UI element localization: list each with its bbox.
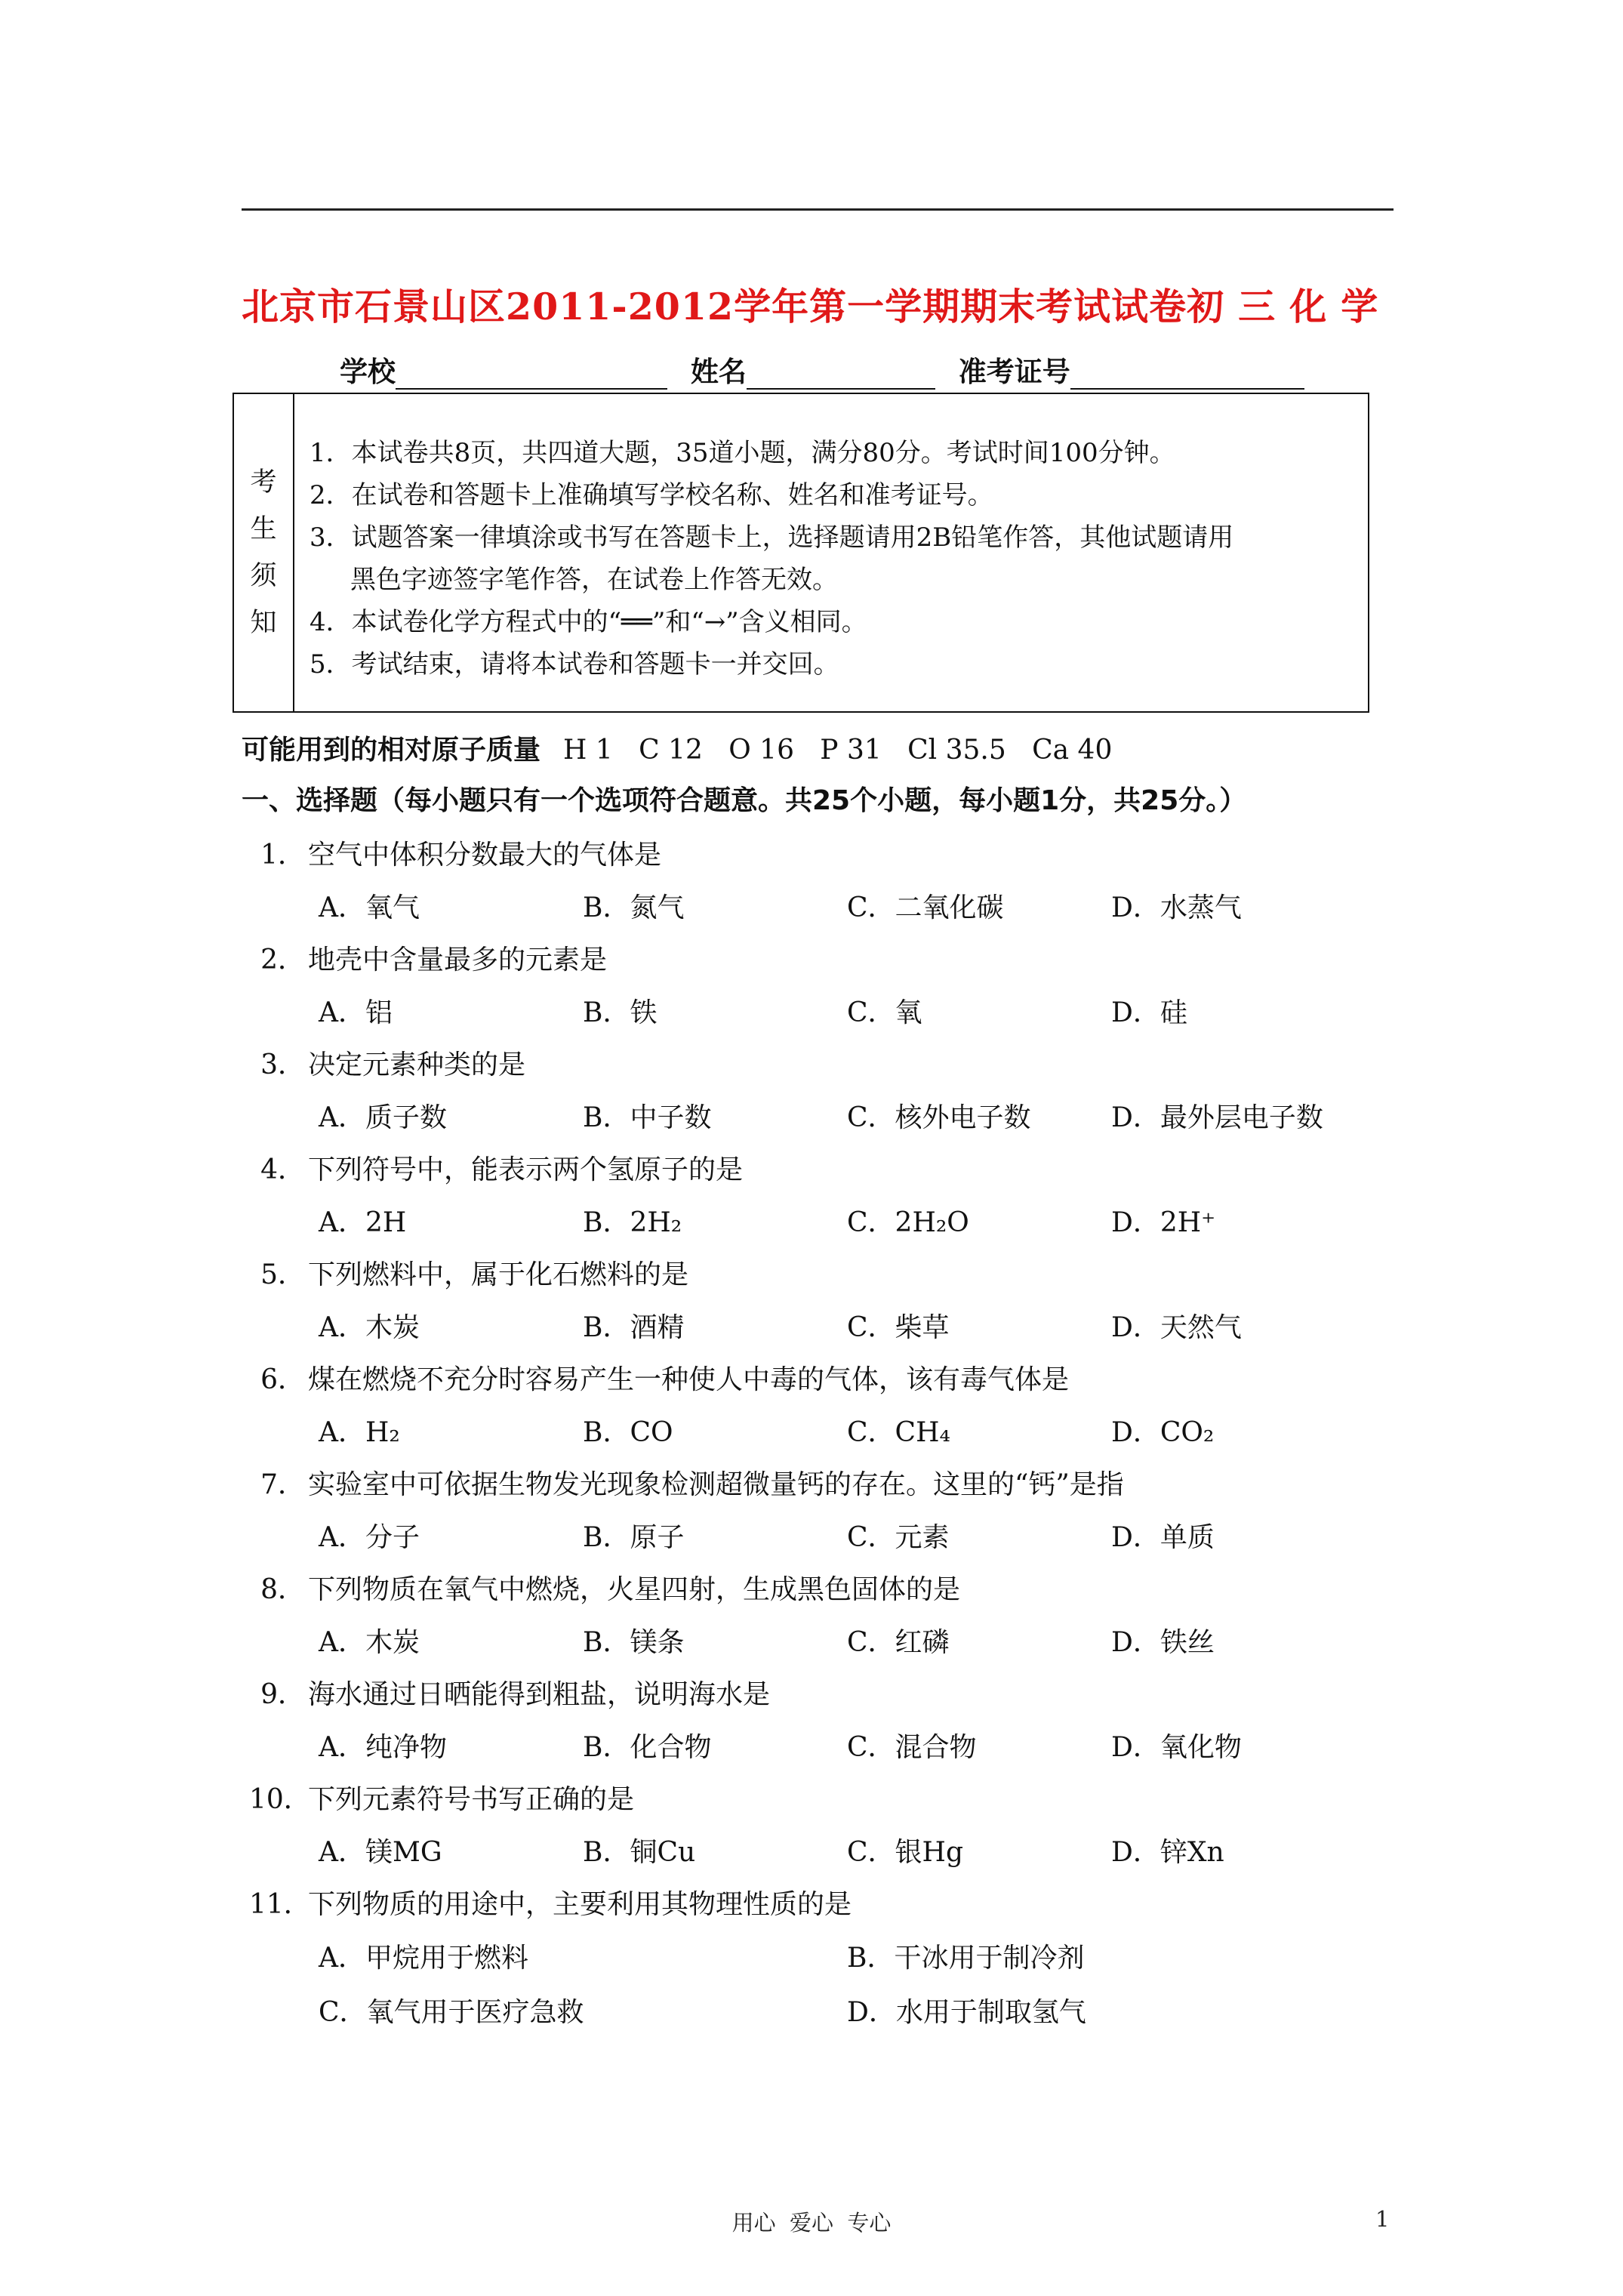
page-number: 1 xyxy=(1375,2206,1390,2232)
atomic-mass-values: H 1 C 12 O 16 P 31 Cl 35.5 Ca 40 xyxy=(563,735,1113,766)
option-a[interactable]: A．分子 xyxy=(319,1522,420,1553)
option-c[interactable]: C．2H₂O xyxy=(847,1207,969,1238)
name-blank[interactable] xyxy=(747,361,935,390)
option-c[interactable]: C．氧气用于医疗急救 xyxy=(319,1997,584,2028)
option-d[interactable]: D．单质 xyxy=(1111,1522,1215,1553)
option-c[interactable]: C．二氧化碳 xyxy=(847,892,1004,923)
notice-label: 考 生 须 知 xyxy=(234,394,294,711)
option-b[interactable]: B．铁 xyxy=(583,997,658,1028)
school-label: 学校 xyxy=(340,356,396,388)
option-a[interactable]: A．H₂ xyxy=(319,1417,400,1448)
question xyxy=(249,1459,1381,1564)
option-c[interactable]: C．元素 xyxy=(847,1522,950,1553)
option-a[interactable]: A．木炭 xyxy=(319,1312,420,1343)
question xyxy=(249,829,1381,934)
option-a[interactable]: A．甲烷用于燃料 xyxy=(319,1943,528,1974)
question-number: 6． xyxy=(260,1364,305,1395)
option-d[interactable]: D．氧化物 xyxy=(1111,1732,1242,1763)
notice-list xyxy=(310,432,1366,686)
option-b[interactable]: B．铜Cu xyxy=(583,1837,696,1868)
section-heading: 一、选择题（每小题只有一个选项符合题意。共25个小题，每小题1分，共25分。） xyxy=(242,785,1247,816)
option-a[interactable]: A．镁MG xyxy=(319,1837,442,1868)
option-b[interactable]: B．镁条 xyxy=(583,1627,685,1658)
question-number: 1． xyxy=(260,840,305,871)
question-number: 5． xyxy=(260,1259,305,1290)
question-number: 3． xyxy=(260,1049,305,1080)
question xyxy=(249,1249,1381,1354)
question-number: 7． xyxy=(260,1469,305,1500)
option-d[interactable]: D．硅 xyxy=(1111,997,1187,1028)
question-stem: 下列物质在氧气中燃烧，火星四射，生成黑色固体的是 xyxy=(308,1574,961,1605)
name-label: 姓名 xyxy=(690,356,747,388)
option-c[interactable]: C．银Hg xyxy=(847,1837,963,1868)
option-b[interactable]: B．酒精 xyxy=(583,1312,685,1343)
exam-id-blank[interactable] xyxy=(1070,361,1304,390)
notice-item: 3．试题答案一律填涂或书写在答题卡上，选择题请用2B铅笔作答，其他试题请用 xyxy=(310,522,1234,553)
question xyxy=(249,1354,1381,1459)
question xyxy=(249,1878,1381,2040)
header-rule xyxy=(242,208,1394,211)
question-stem: 下列元素符号书写正确的是 xyxy=(308,1784,635,1815)
option-d[interactable]: D．2H⁺ xyxy=(1111,1207,1216,1238)
option-b[interactable]: B．氮气 xyxy=(583,892,685,923)
option-a[interactable]: A．2H xyxy=(319,1207,407,1238)
question-number: 2． xyxy=(260,945,305,975)
notice-item: 5．考试结束，请将本试卷和答题卡一并交回。 xyxy=(310,649,839,680)
option-c[interactable]: C．混合物 xyxy=(847,1732,977,1763)
option-a[interactable]: A．木炭 xyxy=(319,1627,420,1658)
option-c[interactable]: C．柴草 xyxy=(847,1312,950,1343)
question-stem: 下列物质的用途中，主要利用其物理性质的是 xyxy=(308,1889,852,1920)
option-b[interactable]: B．原子 xyxy=(583,1522,685,1553)
question-stem: 下列燃料中，属于化石燃料的是 xyxy=(308,1259,689,1290)
option-a[interactable]: A．铝 xyxy=(319,997,393,1028)
option-b[interactable]: B．2H₂ xyxy=(583,1207,682,1238)
atomic-mass-line xyxy=(242,729,1112,767)
school-blank[interactable] xyxy=(396,361,667,390)
notice-item: 2．在试卷和答题卡上准确填写学校名称、姓名和准考证号。 xyxy=(310,480,993,510)
exam-id-label: 准考证号 xyxy=(958,356,1070,388)
option-d[interactable]: D．水蒸气 xyxy=(1111,892,1242,923)
option-d[interactable]: D．最外层电子数 xyxy=(1111,1102,1323,1133)
question xyxy=(249,1039,1381,1144)
option-b[interactable]: B．干冰用于制冷剂 xyxy=(847,1943,1085,1974)
question xyxy=(249,934,1381,1039)
question-list xyxy=(249,829,1381,2040)
option-d[interactable]: D．锌Xn xyxy=(1111,1837,1224,1868)
question-number: 8． xyxy=(260,1574,305,1605)
question-stem: 决定元素种类的是 xyxy=(308,1049,526,1080)
option-a[interactable]: A．纯净物 xyxy=(319,1732,447,1763)
exam-title: 北京市石景山区2011-2012学年第一学期期末考试试卷初 三 化 学 xyxy=(242,285,1379,328)
question-number: 11． xyxy=(249,1889,311,1920)
question xyxy=(249,1144,1381,1249)
question-stem: 煤在燃烧不充分时容易产生一种使人中毒的气体，该有毒气体是 xyxy=(308,1364,1070,1395)
question-number: 4． xyxy=(260,1154,305,1185)
option-a[interactable]: A．氧气 xyxy=(319,892,420,923)
notice-box xyxy=(233,393,1369,713)
option-b[interactable]: B．CO xyxy=(583,1417,673,1448)
option-c[interactable]: C．红磷 xyxy=(847,1627,950,1658)
option-b[interactable]: B．中子数 xyxy=(583,1102,712,1133)
option-d[interactable]: D．水用于制取氢气 xyxy=(847,1997,1086,2028)
option-d[interactable]: D．CO₂ xyxy=(1111,1417,1215,1448)
question-stem: 空气中体积分数最大的气体是 xyxy=(308,840,662,871)
option-c[interactable]: C．核外电子数 xyxy=(847,1102,1031,1133)
notice-item: 1．本试卷共8页，共四道大题，35道小题，满分80分。考试时间100分钟。 xyxy=(310,438,1175,468)
option-d[interactable]: D．天然气 xyxy=(1111,1312,1242,1343)
notice-item: 黑色字迹签字笔作答，在试卷上作答无效。 xyxy=(350,565,838,595)
question xyxy=(249,1669,1381,1774)
option-c[interactable]: C．氧 xyxy=(847,997,922,1028)
question-number: 9． xyxy=(260,1679,305,1710)
atomic-mass-label: 可能用到的相对原子质量 xyxy=(242,735,541,766)
option-b[interactable]: B．化合物 xyxy=(583,1732,712,1763)
question-stem: 下列符号中，能表示两个氢原子的是 xyxy=(308,1154,744,1185)
option-c[interactable]: C．CH₄ xyxy=(847,1417,950,1448)
question xyxy=(249,1564,1381,1669)
question-number: 10． xyxy=(249,1784,311,1815)
option-d[interactable]: D．铁丝 xyxy=(1111,1627,1215,1658)
question-stem: 地壳中含量最多的元素是 xyxy=(308,945,608,975)
notice-item: 4．本试卷化学方程式中的“══”和“→”含义相同。 xyxy=(310,607,867,637)
question-stem: 海水通过日晒能得到粗盐，说明海水是 xyxy=(308,1679,771,1710)
question xyxy=(249,1774,1381,1878)
question-stem: 实验室中可依据生物发光现象检测超微量钙的存在。这里的“钙”是指 xyxy=(308,1469,1124,1500)
student-info-line xyxy=(340,349,1318,390)
page-footer: 用心 爱心 专心 xyxy=(731,2210,892,2236)
option-a[interactable]: A．质子数 xyxy=(319,1102,447,1133)
